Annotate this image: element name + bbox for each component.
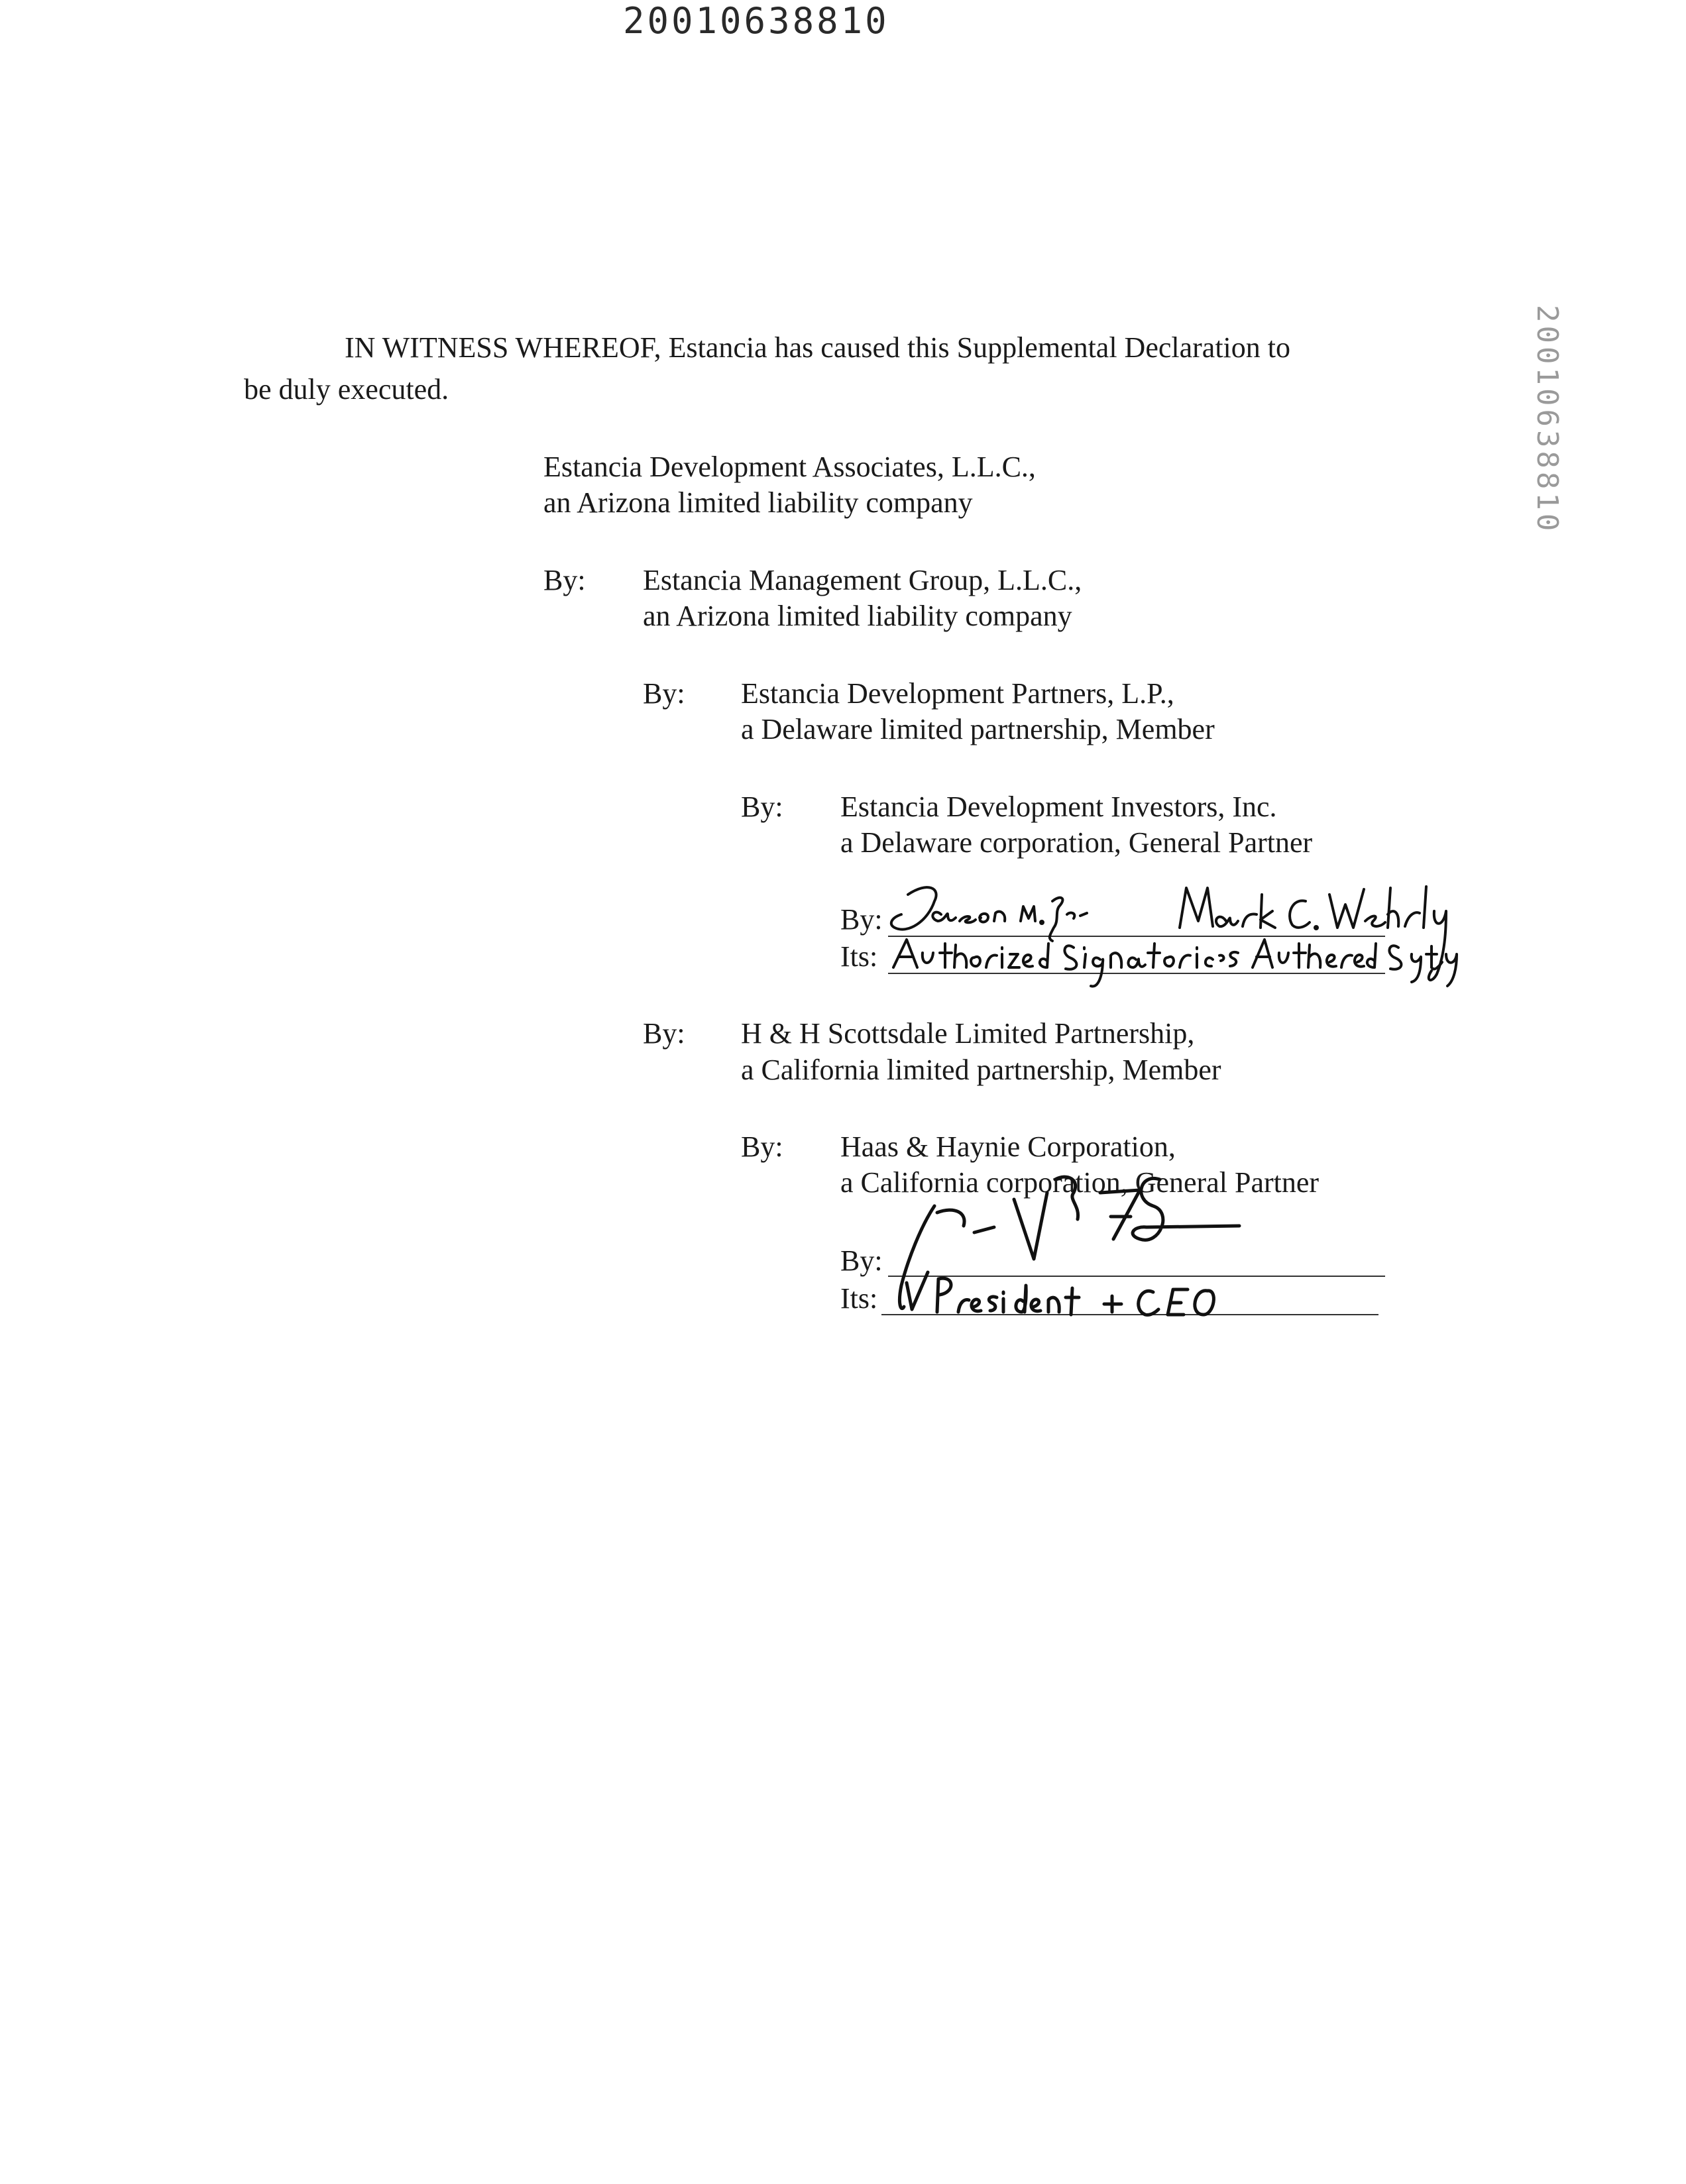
by-label-partners: By:: [643, 677, 685, 710]
signature-its-label-haynie: Its:: [840, 1282, 878, 1315]
witness-clause-line-1: IN WITNESS WHEREOF, Estancia has caused this Supplemental Declaration to: [345, 331, 1290, 364]
entity-desc-investors: a Delaware corporation, General Partner: [840, 826, 1313, 859]
side-document-number: 20010638810: [1530, 305, 1564, 535]
entity-name-haynie: Haas & Haynie Corporation,: [840, 1130, 1176, 1163]
witness-clause-line-2: be duly executed.: [244, 373, 449, 406]
entity-desc-partners: a Delaware limited partnership, Member: [741, 713, 1215, 745]
signature-investors: [881, 875, 1478, 1007]
entity-name-investors: Estancia Development Investors, Inc.: [840, 791, 1277, 823]
entity-desc-management: an Arizona limited liability company: [643, 600, 1072, 632]
by-label-investors: By:: [741, 791, 783, 823]
signature-its-label-investors: Its:: [840, 940, 878, 973]
entity-name-management: Estancia Management Group, L.L.C.,: [643, 564, 1082, 596]
by-label-haynie: By:: [741, 1130, 783, 1163]
entity-name-scottsdale: H & H Scottsdale Limited Partnership,: [741, 1017, 1195, 1050]
entity-desc-haynie: a California corporation, General Partner: [840, 1166, 1320, 1199]
by-label-management: By:: [543, 564, 586, 596]
document-number: 20010638810: [623, 0, 889, 42]
signature-by-label-investors: By:: [840, 903, 883, 936]
entity-name-partners: Estancia Development Partners, L.P.,: [741, 677, 1174, 710]
entity-desc-scottsdale: a California limited partnership, Member: [741, 1054, 1221, 1086]
by-label-scottsdale: By:: [643, 1017, 685, 1050]
signature-haynie: [881, 1153, 1292, 1325]
entity-desc-associates: an Arizona limited liability company: [543, 486, 973, 519]
signature-by-label-haynie: By:: [840, 1244, 883, 1277]
entity-name-associates: Estancia Development Associates, L.L.C.,: [543, 451, 1036, 483]
